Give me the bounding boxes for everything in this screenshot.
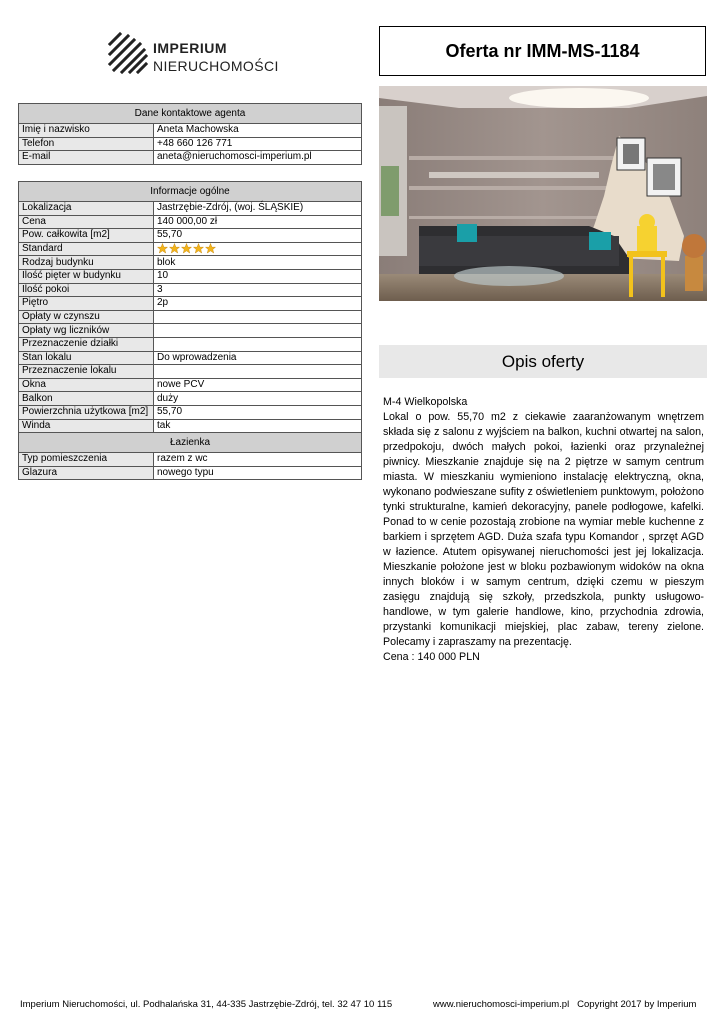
description-title: Opis oferty (379, 345, 707, 378)
footer-copyright: Copyright 2017 by Imperium (577, 999, 697, 1010)
agent-table-header: Dane kontaktowe agenta (19, 104, 362, 124)
row-label: Winda (19, 419, 154, 433)
table-row (19, 365, 362, 379)
row-value: Do wprowadzenia (154, 351, 362, 365)
row-label: Typ pomieszczenia (19, 453, 154, 467)
table-row (19, 378, 362, 392)
row-label: Lokalizacja (19, 202, 154, 216)
agent-email-link[interactable]: aneta@nieruchomosci-imperium.pl (154, 151, 362, 165)
row-value: razem z wc (154, 453, 362, 467)
row-label: Opłaty w czynszu (19, 310, 154, 324)
row-value: Aneta Machowska (154, 124, 362, 138)
general-info-table (18, 181, 362, 480)
offer-number-title: Oferta nr IMM-MS-1184 (379, 26, 706, 76)
row-value: 55,70 (154, 405, 362, 419)
property-photo (379, 86, 707, 301)
row-value: duży (154, 392, 362, 406)
row-value (154, 310, 362, 324)
table-row (19, 269, 362, 283)
row-label: Przeznaczenie lokalu (19, 365, 154, 379)
table-row (19, 283, 362, 297)
row-label: Glazura (19, 466, 154, 480)
row-value: 140 000,00 zł (154, 215, 362, 229)
row-label: Stan lokalu (19, 351, 154, 365)
row-value: nowego typu (154, 466, 362, 480)
row-value (154, 365, 362, 379)
row-value (154, 337, 362, 351)
table-row (19, 405, 362, 419)
star-icon (205, 243, 216, 254)
general-table-header: Informacje ogólne (19, 182, 362, 202)
table-row (19, 229, 362, 243)
table-row (19, 151, 362, 165)
star-icon (193, 243, 204, 254)
table-row (19, 215, 362, 229)
footer-right (433, 999, 696, 1010)
logo-text-nieruchomosci: NIERUCHOMOŚCI (153, 58, 279, 74)
description-body: Lokal o pow. 55,70 m2 z ciekawie zaaranżowanym wnętrzem składa się z salonu z wyjściem na balkon, kuchni otwartej na salon, przedpokoju, dwóch małych pokoi, łazienki oraz przynależnej piwnicy. Mieszkanie znajduje się na 2 piętrze w samym centrum miasta. W mieszkaniu wymieniono instalację elektryczną, okna, wykonano podwieszane sufity z oświetleniem punktowym, położono tynki strukturalne, kamień dekoracyjny, panele podłogowe, kafelki. Ponad to w cenie pozostają zrobione na wymiar meble kuchenne z barkiem i sprzętem AGD. Duża szafa typu Komandor , sprzęt AGD w łazience. Atutem opisywanej nieruchomości jest jej lokalizacja. Mieszkanie położone jest w bloku pozbawionym widoków na okna innych bloków i w samym centrum, dzięki czemu w pieszym zasięgu znajdują się szkoły, przedszkola, punkty usługowo-handlowe, w tym galerie handlowe, kino, przychodnia zdrowia, przystanki komunikacji miejskiej, plac zabaw, tereny zielone. Polecamy i zapraszamy na prezentację. (383, 411, 704, 648)
row-label: Przeznaczenie działki (19, 337, 154, 351)
row-value: Jastrzębie-Zdrój, (woj. ŚLĄSKIE) (154, 202, 362, 216)
table-row (19, 310, 362, 324)
table-row (19, 124, 362, 138)
table-row (19, 202, 362, 216)
logo-mark-icon (108, 30, 148, 74)
row-value: nowe PCV (154, 378, 362, 392)
row-label: Cena (19, 215, 154, 229)
description-text (383, 395, 704, 665)
row-label: Balkon (19, 392, 154, 406)
table-row (19, 297, 362, 311)
row-value: 2p (154, 297, 362, 311)
row-label: Piętro (19, 297, 154, 311)
row-value (154, 242, 362, 256)
row-label: Ilość pokoi (19, 283, 154, 297)
row-value (154, 324, 362, 338)
star-icon (181, 243, 192, 254)
row-value: tak (154, 419, 362, 433)
table-row (19, 453, 362, 467)
description-price: Cena : 140 000 PLN (383, 651, 480, 663)
row-label: Pow. całkowita [m2] (19, 229, 154, 243)
logo-text-imperium: IMPERIUM (153, 40, 227, 56)
row-label: Imię i nazwisko (19, 124, 154, 138)
star-icon (169, 243, 180, 254)
row-value: 55,70 (154, 229, 362, 243)
row-label: Standard (19, 242, 154, 256)
footer-website-link[interactable]: www.nieruchomosci-imperium.pl (433, 999, 570, 1010)
row-value: +48 660 126 771 (154, 137, 362, 151)
footer-address: Imperium Nieruchomości, ul. Podhalańska 31, 44-335 Jastrzębie-Zdrój, tel. 32 47 10 115 (20, 999, 393, 1010)
company-logo (108, 30, 288, 76)
description-heading: M-4 Wielkopolska (383, 396, 468, 408)
row-label: Powierzchnia użytkowa [m2] (19, 405, 154, 419)
table-row (19, 466, 362, 480)
table-row (19, 256, 362, 270)
row-value: blok (154, 256, 362, 270)
table-row (19, 242, 362, 256)
bathroom-table-header: Łazienka (19, 433, 362, 453)
row-value: 3 (154, 283, 362, 297)
row-label: Telefon (19, 137, 154, 151)
table-row (19, 137, 362, 151)
star-icon (157, 243, 168, 254)
row-label: Okna (19, 378, 154, 392)
table-row (19, 392, 362, 406)
row-label: Rodzaj budynku (19, 256, 154, 270)
table-row (19, 351, 362, 365)
agent-contact-table (18, 103, 362, 165)
row-label: E-mail (19, 151, 154, 165)
row-label: Opłaty wg liczników (19, 324, 154, 338)
table-row (19, 337, 362, 351)
table-row (19, 419, 362, 433)
row-label: Ilość pięter w budynku (19, 269, 154, 283)
row-value: 10 (154, 269, 362, 283)
standard-rating (157, 243, 216, 254)
table-row (19, 324, 362, 338)
